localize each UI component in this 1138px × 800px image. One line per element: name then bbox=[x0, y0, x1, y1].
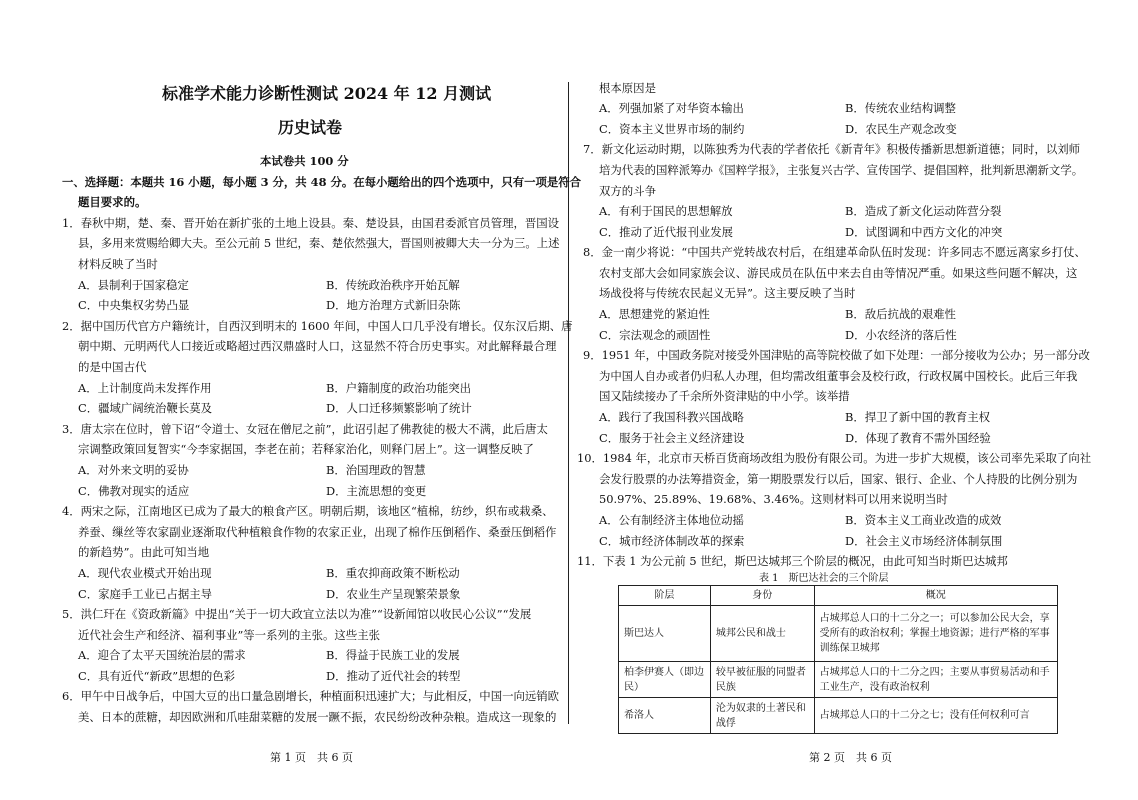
q6-option-a: A．列强加紧了对华资本输出 bbox=[599, 101, 744, 115]
q7-option-b: B．造成了新文化运动阵营分裂 bbox=[845, 204, 1002, 218]
q10-line: 50.97%、25.89%、19.68%、3.46%。这则材料可以用来说明当时 bbox=[599, 492, 948, 506]
q7-option-d: D．试图调和中西方文化的冲突 bbox=[845, 225, 1003, 239]
q10-option-d: D．社会主义市场经济体制氛围 bbox=[845, 534, 1003, 548]
q6-option-c: C．资本主义世界市场的制约 bbox=[599, 122, 745, 136]
q10-option-c: C．城市经济体制改革的探索 bbox=[599, 534, 745, 548]
q7-line: 培为代表的国粹派筹办《国粹学报》，主张复兴古学、宣传国学、提倡国粹，批判新思潮新文学。 bbox=[599, 163, 1084, 177]
table-cell: 沦为奴隶的土著民和战俘 bbox=[710, 698, 814, 734]
q1-option-c: C．中央集权劣势凸显 bbox=[78, 298, 190, 312]
q4-option-b: B．重农抑商政策不断松动 bbox=[326, 566, 460, 580]
q3-option-d: D．主流思想的变更 bbox=[326, 484, 427, 498]
q10-option-a: A．公有制经济主体地位动摇 bbox=[599, 513, 744, 527]
table-row bbox=[619, 606, 1058, 662]
q11-line: 11．下表 1 为公元前 5 世纪，斯巴达城邦三个阶层的概况，由此可知当时斯巴达城邦 bbox=[577, 554, 1008, 568]
q10-line: 会发行股票的办法筹措资金，第一期股票发行以后，国家、银行、企业、个人持股的比例分别为 bbox=[599, 472, 1078, 486]
q2-option-a: A．上计制度尚未发挥作用 bbox=[78, 381, 212, 395]
q10-option-b: B．资本主义工商业改造的成效 bbox=[845, 513, 1002, 527]
table-cell: 斯巴达人 bbox=[619, 606, 711, 662]
table-cell: 占城邦总人口的十二分之一；可以参加公民大会，享受所有的政治权利；掌握土地资源；进行严格的军事训练保卫城邦 bbox=[814, 606, 1057, 662]
table-header-cell: 身份 bbox=[710, 586, 814, 606]
q3-line: 3．唐太宗在位时，曾下诏“令道士、女冠在僧尼之前”，此诏引起了佛教徒的极大不满，此后唐太 bbox=[62, 422, 548, 436]
q5-option-b: B．得益于民族工业的发展 bbox=[326, 648, 460, 662]
q7-line: 7．新文化运动时期，以陈独秀为代表的学者依托《新青年》积极传播新思想新道德；同时，以刘师 bbox=[583, 142, 1081, 156]
q6-line: 6．甲午中日战争后，中国大豆的出口量急剧增长，种植面积迅速扩大；与此相反，中国一向远销欧 bbox=[62, 689, 560, 703]
q3-option-b: B．治国理政的智慧 bbox=[326, 463, 426, 477]
subject-title: 历史试卷 bbox=[278, 118, 343, 137]
section-heading: 一、选择题：本题共 16 小题，每小题 3 分，共 48 分。在每小题给出的四个选项中，只有一项是符合 bbox=[62, 175, 582, 189]
q8-option-c: C．宗法观念的顽固性 bbox=[599, 328, 711, 342]
q6-option-b: B．传统农业结构调整 bbox=[845, 101, 956, 115]
table-header-cell: 概况 bbox=[814, 586, 1057, 606]
q7-option-c: C．推动了近代报刊业发展 bbox=[599, 225, 734, 239]
q6-option-d: D．农民生产观念改变 bbox=[845, 122, 957, 136]
q5-option-c: C．具有近代“新政”思想的色彩 bbox=[78, 669, 236, 683]
table-cell: 占城邦总人口的十二分之七；没有任何权利可言 bbox=[814, 698, 1057, 734]
q1-option-a: A．县制利于国家稳定 bbox=[78, 278, 189, 292]
right-page bbox=[571, 0, 1138, 800]
q2-option-c: C．疆域广阔统治鞭长莫及 bbox=[78, 401, 213, 415]
q9-line: 为中国人自办或者仍归私人办理，但均需改组董事会及校行政，行政权属中国校长。此后三年我 bbox=[599, 369, 1078, 383]
q2-line: 朝中期、元明两代人口接近或略超过西汉鼎盛时人口，这显然不符合历史事实。对此解释最合理 bbox=[78, 339, 557, 353]
q4-line: 的新趋势”。由此可知当地 bbox=[78, 545, 210, 559]
score-note: 本试卷共 100 分 bbox=[260, 154, 349, 168]
table-cell: 希洛人 bbox=[619, 698, 711, 734]
q2-line: 2．据中国历代官方户籍统计，自西汉到明末的 1600 年间，中国人口几乎没有增长。仅东汉后期、唐 bbox=[62, 319, 573, 333]
q4-option-c: C．家庭手工业已占据主导 bbox=[78, 587, 213, 601]
q9-line: 9．1951 年，中国政务院对接受外国津贴的高等院校做了如下处理：一部分接收为公办；另一部分改 bbox=[583, 348, 1090, 362]
q1-line: 材料反映了当时 bbox=[78, 257, 158, 271]
q3-option-a: A．对外来文明的妥协 bbox=[78, 463, 189, 477]
q9-option-c: C．服务于社会主义经济建设 bbox=[599, 431, 745, 445]
q7-option-a: A．有利于国民的思想解放 bbox=[599, 204, 733, 218]
q4-line: 4．两宋之际，江南地区已成为了最大的粮食产区。明朝后期，该地区“植棉，纺纱，织布或栽桑、 bbox=[62, 504, 554, 518]
q1-option-d: D．地方治理方式新旧杂陈 bbox=[326, 298, 461, 312]
q4-option-d: D．农业生产呈现繁荣景象 bbox=[326, 587, 461, 601]
q5-line: 近代社会生产和经济、福利事业”等一系列的主张。这些主张 bbox=[78, 628, 380, 642]
q2-line: 的是中国古代 bbox=[78, 360, 147, 374]
table-caption: 表 1 斯巴达社会的三个阶层 bbox=[759, 573, 889, 584]
q6-line: 美、日本的蔗糖，却因欧洲和爪哇甜菜糖的发展一蹶不振，农民纷纷改种杂粮。造成这一现象的 bbox=[78, 710, 557, 724]
table-row bbox=[619, 698, 1058, 734]
q8-option-a: A．思想建党的紧迫性 bbox=[599, 307, 710, 321]
q5-line: 5．洪仁玕在《资政新篇》中提出“关于一切大政宜立法以为准”“设新闻馆以收民心公议”“发展 bbox=[62, 607, 532, 621]
q3-option-c: C．佛教对现实的适应 bbox=[78, 484, 190, 498]
q9-option-a: A．践行了我国科教兴国战略 bbox=[599, 410, 744, 424]
q7-line: 双方的斗争 bbox=[599, 184, 656, 198]
q3-line: 宗调整政策回复智实“今李家据国，李老在前；若释家治化，则释门居上”。这一调整反映了 bbox=[78, 442, 534, 456]
table-cell: 占城邦总人口的十二分之四；主要从事贸易活动和手工业生产，没有政治权利 bbox=[814, 662, 1057, 698]
q5-option-d: D．推动了近代社会的转型 bbox=[326, 669, 461, 683]
q2-option-d: D．人口迁移频繁影响了统计 bbox=[326, 401, 472, 415]
q8-line: 8．金一南少将说：“中国共产党转战农村后，在组建革命队伍时发现：许多同志不愿远离家乡打仗、 bbox=[583, 245, 1086, 259]
q1-line: 县，多用来赏赐给卿大夫。至公元前 5 世纪，秦、楚依然强大，晋国则被卿大夫一分为三。上述 bbox=[78, 236, 560, 250]
exam-title: 标准学术能力诊断性测试 2024 年 12 月测试 bbox=[162, 84, 492, 103]
q1-line: 1．春秋中期，楚、秦、晋开始在新扩张的土地上设县。秦、楚设县，由国君委派官员管理，晋国设 bbox=[62, 216, 560, 230]
table-cell: 柏李伊赛人（即边民） bbox=[619, 662, 711, 698]
q1-option-b: B．传统政治秩序开始瓦解 bbox=[326, 278, 460, 292]
page-footer: 第 2 页 共 6 页 bbox=[809, 751, 892, 764]
q6-line: 根本原因是 bbox=[599, 81, 656, 95]
q4-option-a: A．现代农业模式开始出现 bbox=[78, 566, 212, 580]
q8-option-d: D．小农经济的落后性 bbox=[845, 328, 957, 342]
page-footer: 第 1 页 共 6 页 bbox=[270, 751, 353, 764]
q2-option-b: B．户籍制度的政治功能突出 bbox=[326, 381, 472, 395]
q9-option-d: D．体现了教育不需外国经验 bbox=[845, 431, 991, 445]
q10-line: 10．1984 年，北京市天桥百货商场改组为股份有限公司。为进一步扩大规模，该公司率先采取了向社 bbox=[577, 451, 1092, 465]
section-heading-cont: 题目要求的。 bbox=[78, 195, 147, 209]
q9-line: 国又陆续接办了千余所外资津贴的中小学。该举措 bbox=[599, 389, 850, 403]
table-cell: 城邦公民和战士 bbox=[710, 606, 814, 662]
q8-option-b: B．敌后抗战的艰难性 bbox=[845, 307, 956, 321]
table-row bbox=[619, 662, 1058, 698]
q5-option-a: A．迎合了太平天国统治层的需求 bbox=[78, 648, 246, 662]
table-cell: 较早被征服的同盟者民族 bbox=[710, 662, 814, 698]
table-header-cell: 阶层 bbox=[619, 586, 711, 606]
q4-line: 养蚕、缫丝等农家副业逐渐取代种植粮食作物的农家正业，出现了棉作压倒稻作、桑蚕压倒稻作 bbox=[78, 525, 557, 539]
spartan-classes-table bbox=[618, 585, 1058, 734]
q9-option-b: B．捍卫了新中国的教育主权 bbox=[845, 410, 991, 424]
table-header-row bbox=[619, 586, 1058, 606]
q8-line: 场战役将与传统农民起义无异”。这主要反映了当时 bbox=[599, 286, 856, 300]
q8-line: 农村支部大会如同家族会议、游民成员在队伍中来去自由等情况严重。如果这些问题不解决，这 bbox=[599, 266, 1078, 280]
